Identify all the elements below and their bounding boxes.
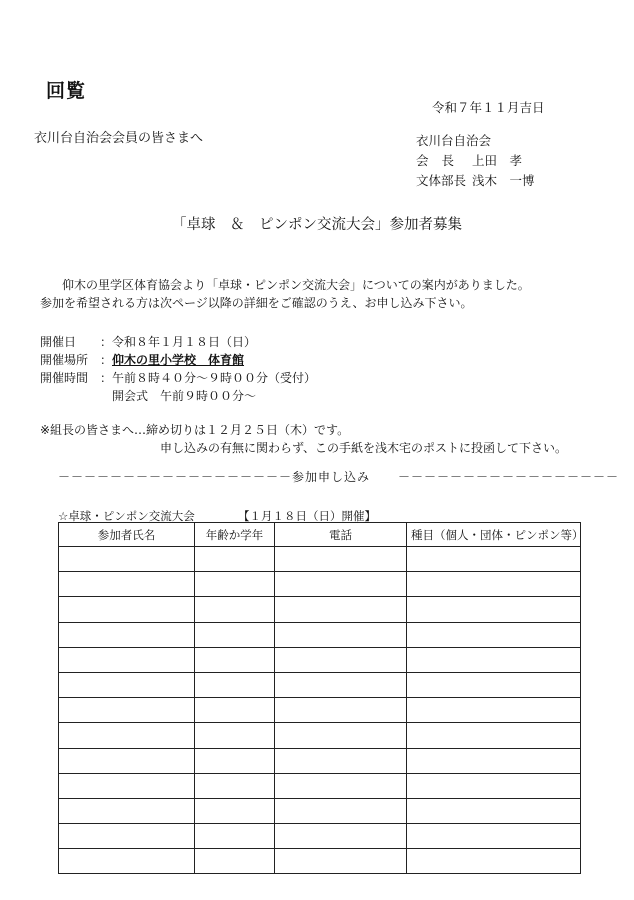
form-event-date: 【１月１８日（日）開催】 [238,509,376,523]
column-header-name: 参加者氏名 [59,523,195,547]
document-title: 回覧 [46,80,87,102]
notice-line-2: 申し込みの有無に関わらず、この手紙を浅木宅のポストに投函して下さい。 [160,441,568,455]
detail-place-label: 開催場所 [40,353,89,367]
entry-cell-phone[interactable] [275,597,407,622]
column-header-phone: 電話 [275,523,407,547]
detail-time-value: 午前８時４０分～９時００分（受付） [112,371,317,385]
detail-opening: 開会式 午前９時００分～ [112,389,257,403]
entry-table [58,522,584,874]
entry-cell-name[interactable] [59,672,195,697]
entry-cell-phone[interactable] [275,849,407,874]
table-row [59,622,581,647]
notice-line-1: ※組長の皆さまへ…締め切りは１２月２５日（木）です。 [40,423,350,437]
entry-cell-age[interactable] [195,824,275,849]
entry-cell-event[interactable] [407,672,581,697]
table-row [59,647,581,672]
entry-cell-age[interactable] [195,622,275,647]
detail-colon: ： [100,353,113,367]
detail-place-row [40,351,316,369]
table-row [59,824,581,849]
table-row [59,547,581,572]
table-row [59,773,581,798]
entry-cell-name[interactable] [59,622,195,647]
entry-cell-phone[interactable] [275,698,407,723]
table-row [59,849,581,874]
entry-cell-name[interactable] [59,849,195,874]
entry-cell-age[interactable] [195,773,275,798]
intro-text [40,276,530,312]
detail-colon: ： [100,335,113,349]
event-details [40,333,316,405]
table-row [59,572,581,597]
entry-cell-age[interactable] [195,723,275,748]
detail-place-value: 仰木の里小学校 体育館 [112,353,245,367]
entry-cell-name[interactable] [59,698,195,723]
sender-name-2: 浅木 一博 [472,173,535,188]
entry-cell-event[interactable] [407,723,581,748]
column-header-age: 年齢か学年 [195,523,275,547]
entry-cell-age[interactable] [195,647,275,672]
table-header-row [59,523,581,547]
detail-date-row [40,333,316,351]
entry-cell-name[interactable] [59,773,195,798]
sender-role-1: 会長 [416,153,468,168]
detail-date-value: 令和８年１月１８日（日） [112,335,257,349]
entry-cell-phone[interactable] [275,672,407,697]
entry-cell-age[interactable] [195,597,275,622]
cut-line-left: －－－－－－－－－－－－－－－－－－ [58,470,293,484]
entry-cell-phone[interactable] [275,723,407,748]
intro-line-1: 仰木の里学区体育協会より「卓球・ピンポン交流大会」についての案内がありました。 [62,278,530,292]
entry-cell-event[interactable] [407,798,581,823]
entry-cell-event[interactable] [407,622,581,647]
entry-cell-phone[interactable] [275,798,407,823]
entry-cell-name[interactable] [59,597,195,622]
detail-colon: ： [100,371,113,385]
sender-row-2 [416,171,535,191]
entry-cell-name[interactable] [59,572,195,597]
entry-cell-name[interactable] [59,723,195,748]
recruitment-heading: 「卓球 ＆ ピンポン交流大会」参加者募集 [172,217,462,233]
entry-cell-name[interactable] [59,824,195,849]
entry-cell-age[interactable] [195,672,275,697]
sender-name-1: 上田 孝 [472,153,523,168]
table-row [59,748,581,773]
entry-cell-name[interactable] [59,748,195,773]
addressee: 衣川台自治会会員の皆さまへ [34,131,204,146]
entry-cell-phone[interactable] [275,647,407,672]
sender-block [416,131,535,191]
detail-date-label: 開催日 [40,335,77,349]
cut-line-label: 参加申し込み [292,470,371,484]
entry-cell-event[interactable] [407,698,581,723]
entry-table-body [59,547,581,874]
entry-cell-phone[interactable] [275,748,407,773]
table-row [59,698,581,723]
entry-cell-name[interactable] [59,547,195,572]
table-row [59,723,581,748]
table-row [59,597,581,622]
entry-cell-event[interactable] [407,849,581,874]
intro-line-2: 参加を希望される方は次ページ以降の詳細をご確認のうえ、お申し込み下さい。 [40,296,473,310]
entry-cell-phone[interactable] [275,824,407,849]
table-row [59,672,581,697]
sender-row-1 [416,151,535,171]
entry-cell-phone[interactable] [275,547,407,572]
detail-time-label: 開催時間 [40,371,89,385]
entry-cell-event[interactable] [407,547,581,572]
issue-date: 令和７年１１月吉日 [432,100,545,115]
sender-org: 衣川台自治会 [416,133,492,148]
form-event-name: ☆卓球・ピンポン交流大会 [58,509,195,523]
entry-cell-age[interactable] [195,849,275,874]
column-header-event: 種目（個人・団体・ピンポン等） [407,523,581,547]
entry-cell-phone[interactable] [275,773,407,798]
entry-cell-name[interactable] [59,647,195,672]
leader-notice [40,421,567,457]
entry-cell-event[interactable] [407,647,581,672]
sender-role-2: 文体部長 [416,173,467,188]
entry-cell-age[interactable] [195,798,275,823]
entry-cell-event[interactable] [407,572,581,597]
entry-cell-event[interactable] [407,773,581,798]
entry-cell-name[interactable] [59,798,195,823]
entry-cell-event[interactable] [407,824,581,849]
entry-cell-event[interactable] [407,597,581,622]
entry-cell-phone[interactable] [275,622,407,647]
cut-line-right: －－－－－－－－－－－－－－－－－ [398,470,620,484]
entry-cell-age[interactable] [195,748,275,773]
entry-cell-event[interactable] [407,748,581,773]
entry-cell-age[interactable] [195,698,275,723]
detail-time-row [40,369,316,387]
entry-cell-age[interactable] [195,572,275,597]
table-row [59,798,581,823]
entry-cell-age[interactable] [195,547,275,572]
entry-cell-phone[interactable] [275,572,407,597]
